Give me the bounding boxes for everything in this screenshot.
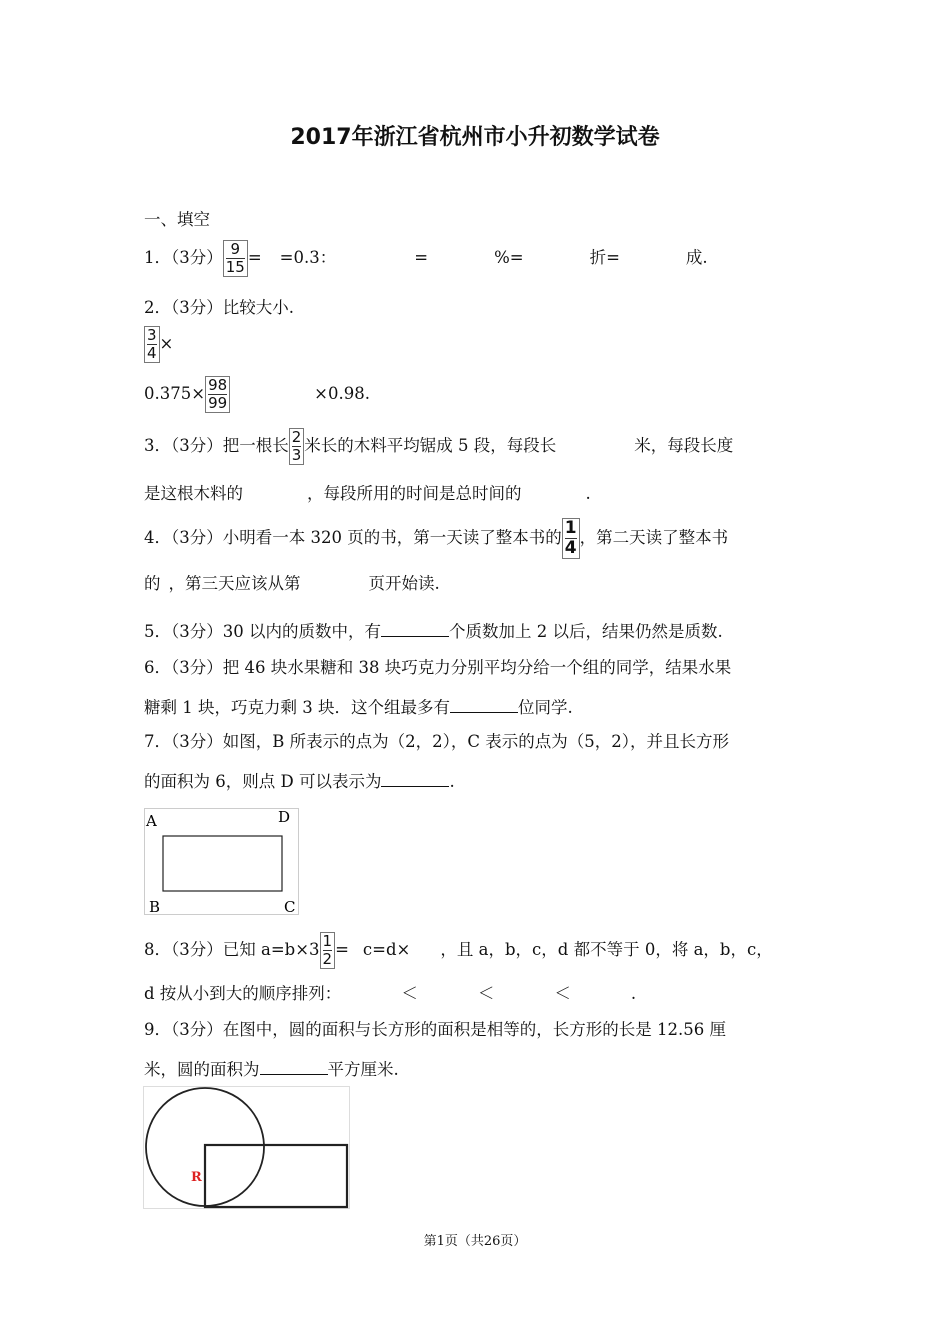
q4-fraction bbox=[562, 518, 580, 559]
q4-fraction-numerator: 1 bbox=[564, 518, 577, 538]
q4-fraction-denominator: 4 bbox=[564, 538, 577, 558]
question-2-compare-1 bbox=[144, 326, 173, 363]
q1-text-5: 折= bbox=[589, 248, 620, 267]
question-3-line-2 bbox=[144, 482, 591, 506]
q4-line2a: 的 bbox=[144, 574, 161, 593]
q7-line2-post: . bbox=[449, 772, 455, 791]
question-1 bbox=[144, 240, 708, 277]
q8-end: . bbox=[630, 984, 637, 1003]
q3-line2a: 是这根木料的 bbox=[144, 484, 243, 503]
q8-line2a: d 按从小到大的顺序排列： bbox=[144, 984, 342, 1003]
question-8 bbox=[144, 932, 773, 969]
q3-line2c: . bbox=[585, 484, 591, 503]
q8-mid2: c=d× bbox=[362, 940, 411, 959]
q8-pre: 8．（3分）已知 a=b×3 bbox=[144, 940, 320, 959]
page-footer: 第1页（共26页） bbox=[423, 1234, 527, 1249]
question-7: 7．（3分）如图，B 所表示的点为（2，2），C 表示的点为（5，2），并且长方形 bbox=[144, 732, 729, 751]
q7-answer-blank[interactable] bbox=[381, 768, 449, 787]
q2-fraction-2 bbox=[205, 376, 230, 413]
q1-text-4: %= bbox=[494, 248, 524, 267]
q8-fraction-denominator: 2 bbox=[322, 950, 333, 968]
q2-line3-post: ×0.98. bbox=[314, 384, 370, 403]
q1-prefix: 1．（3分） bbox=[144, 248, 223, 267]
q6-answer-blank[interactable] bbox=[450, 694, 518, 713]
q9-line2-pre: 米，圆的面积为 bbox=[144, 1060, 260, 1079]
q1-fraction-numerator: 9 bbox=[226, 241, 245, 259]
q3-fraction-numerator: 2 bbox=[291, 428, 302, 446]
question-4 bbox=[144, 518, 728, 559]
q5-answer-blank[interactable] bbox=[381, 618, 449, 637]
q7-label-a: A bbox=[146, 812, 157, 830]
q2-fraction-1 bbox=[144, 326, 160, 363]
q1-text-6: 成. bbox=[685, 248, 708, 267]
q4-post: ，第二天读了整本书 bbox=[579, 528, 729, 547]
q4-line2c: 页开始读. bbox=[368, 574, 440, 593]
q6-line2-post: 位同学. bbox=[517, 698, 573, 717]
q2-fraction-1-numerator: 3 bbox=[147, 326, 157, 344]
q2-line3-pre: 0.375× bbox=[144, 384, 206, 403]
q1-text-2: =0.3： bbox=[279, 248, 337, 267]
q1-fraction-denominator: 15 bbox=[225, 258, 245, 276]
section-heading: 一、填空 bbox=[144, 210, 210, 229]
q9-radius-label: R bbox=[191, 1170, 202, 1185]
q9-circle-rectangle-figure bbox=[143, 1086, 351, 1210]
q9-rectangle bbox=[205, 1145, 347, 1207]
q8-post: ，且 a，b，c，d 都不等于 0，将 a，b，c， bbox=[440, 940, 773, 959]
q3-line2b: ，每段所用的时间是总时间的 bbox=[307, 484, 522, 503]
q3-mid2: 米，每段长度 bbox=[634, 436, 734, 455]
page-title: 2017年浙江省杭州市小升初数学试卷 bbox=[290, 125, 660, 150]
q1-text-3: = bbox=[414, 248, 429, 267]
q9-line2-post: 平方厘米. bbox=[327, 1060, 399, 1079]
q8-fraction-numerator: 1 bbox=[322, 932, 333, 950]
q7-rectangle-figure bbox=[144, 808, 300, 916]
q3-mid: 米长的木料平均锯成 5 段，每段长 bbox=[304, 436, 557, 455]
question-6-line-2 bbox=[144, 694, 573, 720]
q7-label-c: C bbox=[284, 898, 296, 916]
q1-fraction bbox=[223, 240, 248, 277]
q8-less-than-1: ＜ bbox=[401, 984, 418, 1003]
q8-mid: = bbox=[335, 940, 349, 959]
question-9: 9．（3分）在图中，圆的面积与长方形的面积是相等的，长方形的长是 12.56 厘 bbox=[144, 1020, 726, 1039]
q2-fraction-2-numerator: 98 bbox=[208, 376, 228, 394]
q7-label-b: B bbox=[149, 898, 161, 916]
q5-post: 个质数加上 2 以后，结果仍然是质数. bbox=[449, 622, 723, 641]
q3-fraction bbox=[289, 428, 305, 465]
question-2-compare-2 bbox=[144, 376, 370, 413]
q5-pre: 5．（3分）30 以内的质数中，有 bbox=[144, 622, 381, 641]
q4-pre: 4．（3分）小明看一本 320 页的书，第一天读了整本书的 bbox=[144, 528, 562, 547]
question-7-line-2 bbox=[144, 768, 455, 794]
q2-fraction-2-denominator: 99 bbox=[208, 394, 228, 412]
question-6: 6．（3分）把 46 块水果糖和 38 块巧克力分别平均分给一个组的同学，结果水果 bbox=[144, 658, 732, 677]
question-9-line-2 bbox=[144, 1056, 399, 1082]
question-3 bbox=[144, 428, 733, 465]
question-4-line-2 bbox=[144, 572, 440, 596]
q2-times-sign: × bbox=[159, 334, 174, 353]
q7-figure-frame bbox=[145, 809, 299, 915]
q9-answer-blank[interactable] bbox=[260, 1056, 328, 1075]
question-5 bbox=[144, 618, 723, 644]
question-8-line-2 bbox=[144, 982, 636, 1006]
q3-pre: 3．（3分）把一根长 bbox=[144, 436, 289, 455]
q8-fraction bbox=[320, 932, 336, 969]
question-2: 2．（3分）比较大小. bbox=[144, 298, 294, 317]
q1-text-1: = bbox=[247, 248, 262, 267]
q7-line2-pre: 的面积为 6，则点 D 可以表示为 bbox=[144, 772, 382, 791]
q6-line2-pre: 糖剩 1 块，巧克力剩 3 块．这个组最多有 bbox=[144, 698, 450, 717]
q8-less-than-2: ＜ bbox=[477, 984, 495, 1003]
q3-fraction-denominator: 3 bbox=[291, 446, 302, 464]
q7-label-d: D bbox=[278, 808, 291, 826]
q8-less-than-3: ＜ bbox=[554, 984, 571, 1003]
q2-fraction-1-denominator: 4 bbox=[147, 344, 157, 362]
q4-line2b: ，第三天应该从第 bbox=[168, 574, 301, 593]
q7-rectangle bbox=[163, 836, 282, 891]
